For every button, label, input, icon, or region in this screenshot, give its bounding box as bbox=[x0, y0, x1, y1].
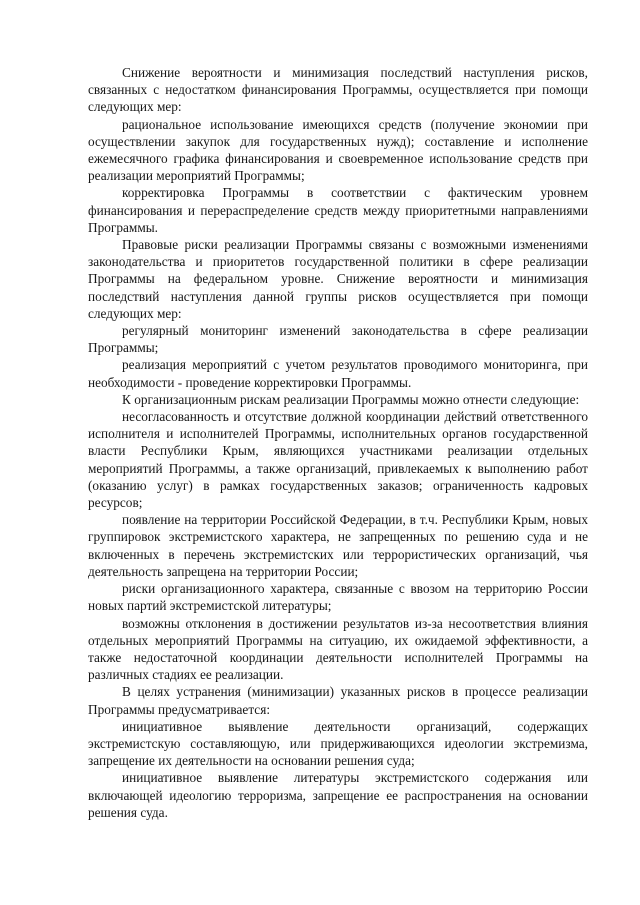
paragraph-mitigation-intro: В целях устранения (минимизации) указанных рисков в процессе реализации Программы предусматривается: bbox=[88, 684, 588, 717]
paragraph-organization-detection: инициативное выявление деятельности организаций, содержащих экстремистскую составляющую, или придерживающихся идеологии экстремизма, запрещение их деятельности на основании решения суда; bbox=[88, 718, 588, 769]
paragraph-legal-risks: Правовые риски реализации Программы связаны с возможными изменениями законодательства и приоритетов государственной политики в сфере реализации Программы на федеральном уровне. Снижение вероятности и минимизация последствий наступления данной группы рисков осуществляется при помощи следующих мер: bbox=[88, 237, 588, 321]
paragraph-rational-use: рациональное использование имеющихся средств (получение экономии при осуществлении закупок для государственных нужд); составление и исполнение ежемесячного графика финансирования и своевременное использование средств при реализации мероприятий Программы; bbox=[88, 116, 588, 184]
paragraph-coordination-risk: несогласованность и отсутствие должной координации действий ответственного исполнителя и исполнителей Программы, исполнительных органов государственной власти Республики Крым, являющихся участниками реализации отдельных мероприятий Программы, а также организаций, привлекаемых к выполнению работ (оказанию услуг) в рамках государственных заказов; ограниченность кадровых ресурсов; bbox=[88, 409, 588, 511]
paragraph-program-correction: корректировка Программы в соответствии с фактическим уровнем финансирования и перераспределение средств между приоритетными направлениями Программы. bbox=[88, 185, 588, 235]
paragraph-funding-risk-intro: Снижение вероятности и минимизация последствий наступления рисков, связанных с недостатком финансирования Программы, осуществляется при помощи следующих мер: bbox=[88, 65, 588, 115]
paragraph-organizational-risks-intro: К организационным рискам реализации Программы можно отнести следующие: bbox=[122, 391, 580, 407]
paragraph-legislation-monitoring: регулярный мониторинг изменений законодательства в сфере реализации Программы; bbox=[88, 323, 588, 356]
paragraph-literature-import-risk: риски организационного характера, связанные с ввозом на территорию России новых партий экстремистской литературы; bbox=[88, 581, 588, 614]
paragraph-extremist-groups-risk: появление на территории Российской Федерации, в т.ч. Республики Крым, новых группировок экстремистского характера, не запрещенных по решению суда и не включенных в перечень экстремистских или террористических организаций, чья деятельность запрещена на территории России; bbox=[88, 512, 588, 579]
paragraph-literature-detection: инициативное выявление литературы экстремистского содержания или включающей идеологию терроризма, запрещение ее распространения на основании решения суда. bbox=[88, 770, 588, 820]
paragraph-monitoring-measures: реализация мероприятий с учетом результатов проводимого мониторинга, при необходимости - проведение корректировки Программы. bbox=[88, 357, 588, 390]
paragraph-deviation-risk: возможны отклонения в достижении результатов из-за несоответствия влияния отдельных мероприятий Программы на ситуацию, их ожидаемой эффективности, а также недостаточной координации деятельности исполнителей Программы на различных стадиях ее реализации. bbox=[88, 615, 588, 683]
